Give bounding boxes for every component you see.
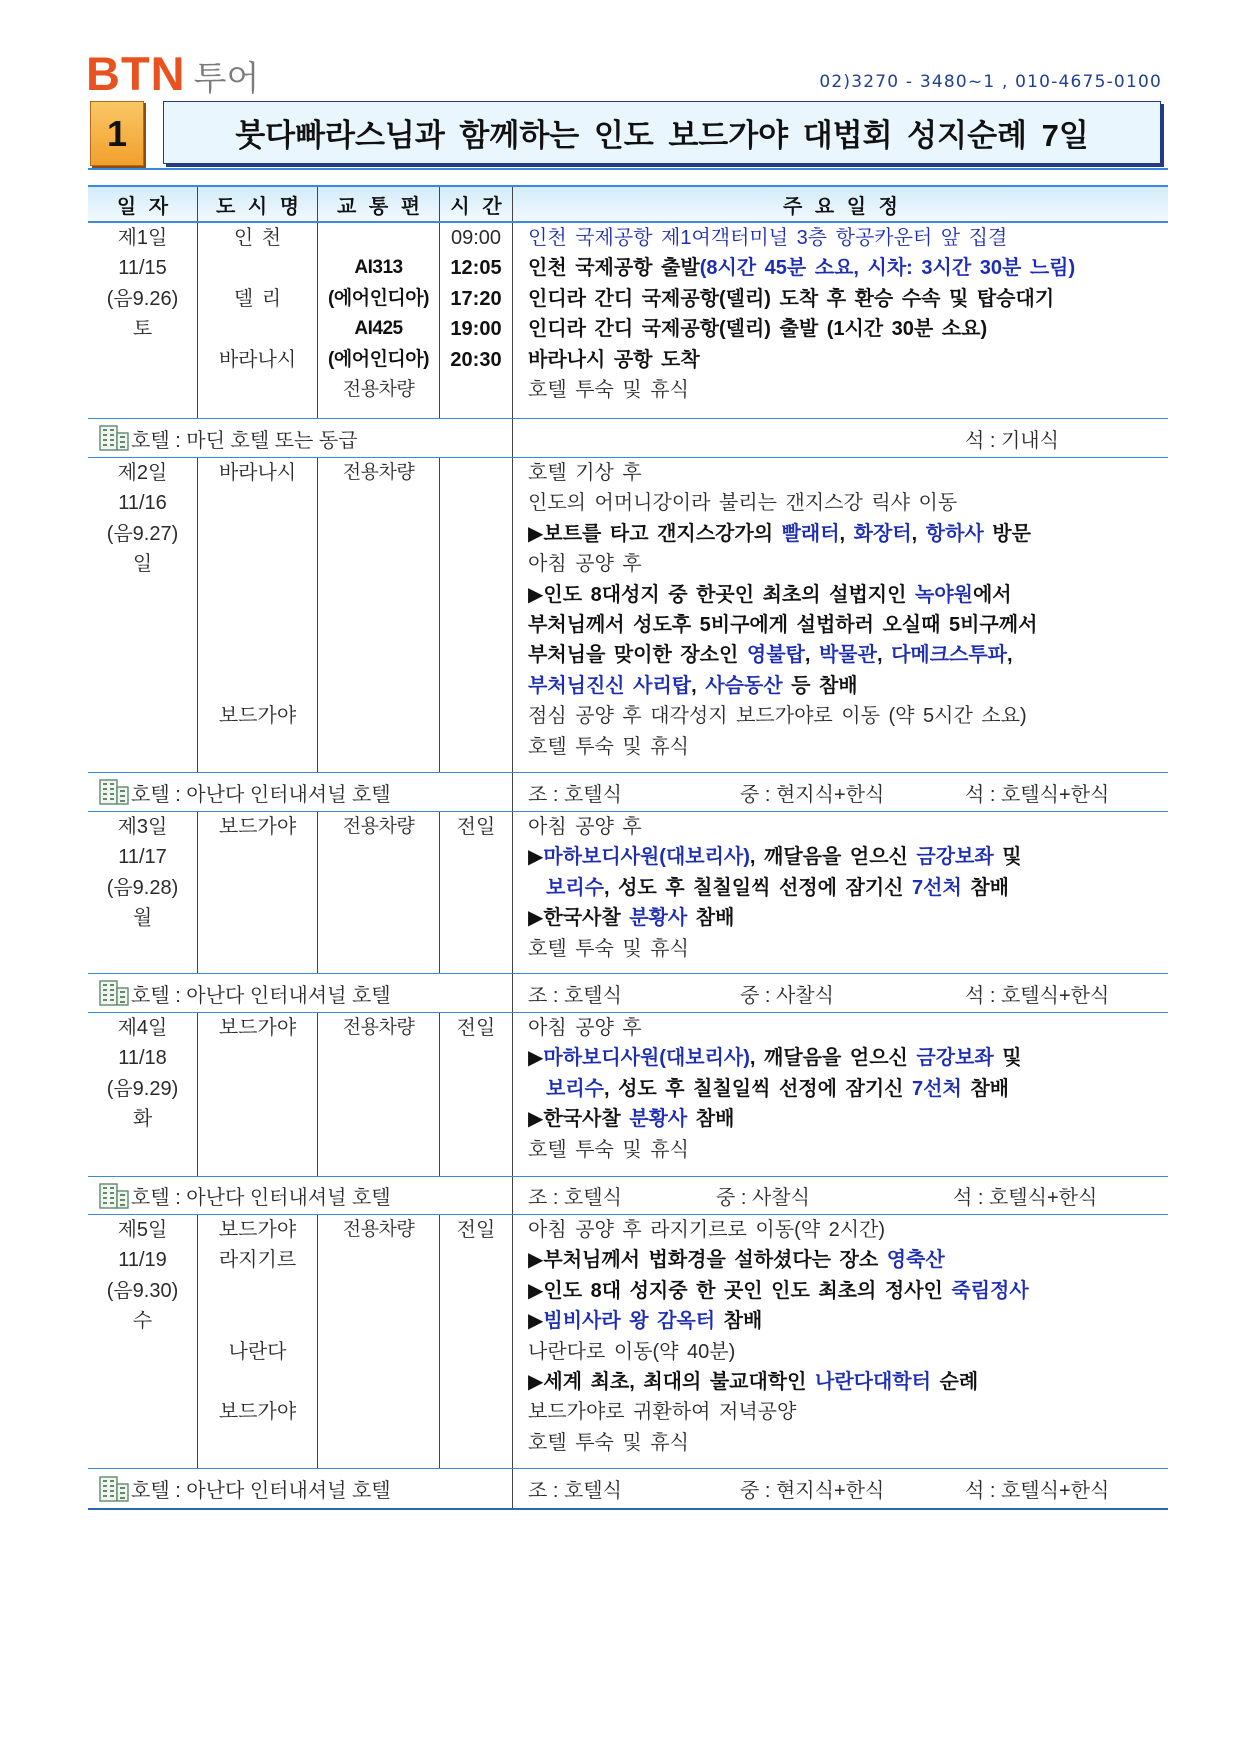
city-cell [197,812,317,973]
schedule-text: 인디라 간디 국제공항(델리) 도착 후 환승 수속 및 탑승대기 [528,287,1055,310]
schedule-text: 아침 공양 후 [528,816,642,838]
time-cell [439,458,512,772]
schedule-line [528,610,1168,640]
schedule-line [528,549,1168,579]
schedule-highlight: 죽림정사 [951,1279,1029,1302]
schedule-line [528,314,1168,344]
schedule-highlight: 박물관 [818,644,877,667]
schedule-line [528,223,1168,253]
schedule-text: 아침 공양 후 라지기르로 이동(약 2시간) [528,1219,886,1241]
schedule-highlight: 영불탑 [746,644,805,667]
date-line: 11/19 [118,1249,167,1272]
transport-line: (에어인디아) [328,348,429,370]
meal-breakfast: 조 : 호텔식 [528,783,622,806]
hotel-cell [88,974,512,1012]
day-row [88,223,1168,419]
schedule-line [528,1337,1168,1367]
schedule-highlight: 분황사 [629,907,688,930]
schedule-text: 호텔 투숙 및 휴식 [528,1431,689,1454]
city-line: 인 천 [233,227,282,249]
schedule-highlight: 녹야원 [914,583,973,606]
schedule-text: 아침 공양 후 [528,553,642,576]
schedule-highlight: 화장터 [853,522,912,545]
schedule-highlight: 마하보디사원(대보리사) [543,846,750,869]
schedule-text: 나란다로 이동(약 40분) [528,1340,736,1363]
day-row [88,1215,1168,1469]
city-line: 라지기르 [218,1249,297,1272]
schedule-line [528,1367,1168,1397]
date-line: 수 [132,1310,153,1333]
day-row [88,1013,1168,1177]
time-line: 12:05 [450,257,502,280]
time-cell [439,223,512,418]
city-line [198,1367,317,1397]
date-line: (음9.29) [106,1077,179,1100]
hotel-row [88,419,1168,458]
schedule-line [528,1306,1168,1336]
date-line: (음9.30) [106,1279,179,1302]
schedule-highlight: 다메크스투파 [891,644,1007,667]
hotel-row [88,1177,1168,1215]
schedule-line [528,842,1168,872]
transport-line: AI313 [354,257,403,279]
schedule-text: 호텔 투숙 및 휴식 [528,735,689,758]
meal-dinner: 석 : 호텔식+한식 [965,984,1110,1007]
schedule-text: ▶ [528,1310,544,1333]
schedule-highlight: (8시간 45분 소요, 시차: 3시간 30분 느림) [699,257,1076,280]
schedule-text: 호텔 투숙 및 휴식 [528,378,689,401]
city-cell [197,1013,317,1176]
city-line: 보드가야 [218,816,297,838]
schedule-line [528,1276,1168,1306]
schedule-highlight: 항하사 [925,522,984,545]
city-line [198,1306,317,1336]
schedule-text: 방문 [983,522,1031,545]
schedule-text: , [876,644,892,667]
hotel-building-icon [99,980,129,1006]
schedule-text: ▶인도 8대 성지중 한 곳인 인도 최초의 정사인 [528,1279,952,1302]
schedule-text: 부처님께서 성도후 5비구에게 설법하러 오실때 5비구께서 [528,613,1038,636]
schedule-text: 인디라 간디 국제공항(델리) 출발 (1시간 30분 소요) [528,318,988,341]
schedule-highlight: 보리수 [546,1077,604,1100]
city-line [198,314,317,344]
transport-cell [317,1013,439,1176]
meal-lunch: 중 : 사찰식 [740,984,834,1007]
schedule-line [528,519,1168,549]
schedule-cell [512,1013,1168,1176]
schedule-highlight: 7선처 [912,1077,962,1100]
schedule-text: ▶ [528,846,544,869]
schedule-text: 호텔 투숙 및 휴식 [528,1138,689,1161]
date-line: 11/18 [118,1047,167,1070]
table-header-row [88,185,1168,223]
city-cell [197,1215,317,1468]
time-cell [439,1215,512,1468]
schedule-cell [512,1215,1168,1468]
schedule-text: ▶보트를 타고 갠지스강가의 [528,522,782,545]
schedule-line [528,253,1168,283]
date-line: 제4일 [117,1017,168,1039]
transport-line: 전용차량 [342,816,415,837]
schedule-text: , 성도 후 칠칠일씩 선정에 잠기신 [603,1077,913,1100]
date-line: (음9.28) [106,876,179,899]
meals-cell [512,419,1168,457]
time-line: 09:00 [450,227,502,249]
date-cell [88,223,197,418]
hotel-cell [88,1469,512,1508]
hotel-label: 호텔 : 아난다 인터내셔널 호텔 [131,783,391,806]
time-line: 전일 [456,816,496,838]
schedule-text: , 깨달음을 얻으신 [749,1047,917,1070]
schedule-line [528,701,1168,731]
meals-cell [512,1469,1168,1508]
meals-cell [512,773,1168,811]
date-line: 11/17 [118,846,167,869]
schedule-line [528,812,1168,842]
date-cell [88,812,197,973]
transport-line: 전용차량 [342,1219,415,1240]
hotel-row [88,1469,1168,1510]
time-line: 전일 [456,1219,496,1241]
meal-breakfast: 조 : 호텔식 [528,1480,622,1502]
city-line: 델 리 [233,287,282,310]
transport-cell [317,223,439,418]
schedule-line [528,873,1168,903]
meal-dinner: 석 : 기내식 [965,429,1059,452]
schedule-line [528,1428,1168,1458]
transport-line: 전용차량 [342,462,415,483]
schedule-text: 에서 [972,583,1012,606]
hotel-building-icon [99,1476,129,1502]
schedule-text: 바라나시 공항 도착 [528,348,700,371]
schedule-text: 참배 [687,1108,735,1131]
schedule-text: , [804,644,819,667]
title-box [163,101,1161,164]
time-cell [439,812,512,973]
schedule-text: ▶한국사찰 [528,1108,630,1131]
city-line [198,253,317,283]
logo-tour: 투어 [193,59,260,99]
schedule-line [528,375,1168,405]
schedule-text: 참배 [961,1077,1009,1100]
city-line: 바라나시 [218,348,297,371]
city-line [198,519,317,549]
transport-cell [317,812,439,973]
schedule-cell [512,458,1168,772]
transport-cell [317,458,439,772]
contact-phone: 02)3270 - 3480~1 , 010-4675-0100 [819,72,1162,92]
date-line: 11/16 [118,492,167,515]
city-line [198,640,317,670]
header-date: 일 자 [116,195,169,218]
schedule-text: 인천 국제공항 출발 [528,257,700,280]
schedule-highlight: 분황사 [629,1108,688,1131]
time-line: 19:00 [450,318,502,341]
schedule-text: 아침 공양 후 [528,1017,642,1039]
schedule-text: , [911,522,926,545]
schedule-line [528,732,1168,762]
schedule-text: ▶한국사찰 [528,907,630,930]
hotel-building-icon [99,425,129,451]
schedule-text: ▶부처님께서 법화경을 설하셨다는 장소 [528,1249,887,1272]
schedule-text: ▶세계 최초, 최대의 불교대학인 [528,1370,816,1393]
city-line: 보드가야 [218,705,297,728]
itinerary-table [88,185,1168,1510]
hotel-cell [88,419,512,457]
schedule-text: 참배 [687,907,735,930]
divider [88,168,1168,170]
date-cell [88,458,197,772]
hotel-building-icon [99,779,129,805]
schedule-cell [512,812,1168,973]
itinerary-body [88,223,1168,1510]
schedule-line [528,458,1168,488]
header-city: 도 시 명 [197,187,317,221]
schedule-text: 보드가야로 귀환하여 저녁공양 [528,1401,797,1424]
schedule-text: ▶인도 8대성지 중 한곳인 최초의 설법지인 [528,583,915,606]
city-line [198,1276,317,1306]
transport-line: AI425 [354,318,403,340]
schedule-text: 및 [993,846,1022,869]
header-transport: 교 통 편 [317,187,439,221]
schedule-text: 등 참배 [782,674,858,697]
city-cell [197,458,317,772]
date-line: 제3일 [117,816,168,838]
schedule-line [528,1104,1168,1134]
schedule-highlight: 빨래터 [781,522,840,545]
date-line: 제2일 [117,462,168,484]
schedule-highlight: 부처님진신 사리탑 [528,674,692,697]
schedule-text: 참배 [715,1310,763,1333]
schedule-cell [512,223,1168,418]
page-title: 붓다빠라스님과 함께하는 인도 보드가야 대법회 성지순례 7일 [235,118,1089,153]
city-line [198,610,317,640]
city-line: 보드가야 [218,1219,297,1241]
schedule-text: 호텔 투숙 및 휴식 [528,937,689,960]
time-line: 17:20 [450,287,502,310]
schedule-text: 점심 공양 후 대각성지 보드가야로 이동 (약 5시간 소요) [528,705,1027,728]
meal-lunch: 중 : 현지식+한식 [740,1480,885,1502]
hotel-cell [88,1177,512,1214]
meal-lunch: 중 : 현지식+한식 [740,783,885,806]
schedule-text: , [691,674,706,697]
schedule-text: ▶ [528,1047,544,1070]
hotel-label: 호텔 : 아난다 인터내셔널 호텔 [131,1187,391,1209]
date-line: 토 [132,318,153,341]
city-line: 바라나시 [218,462,297,484]
city-line [198,488,317,518]
city-cell [197,223,317,418]
header-schedule: 주 요 일 정 [512,187,1168,221]
hotel-label: 호텔 : 아난다 인터내셔널 호텔 [131,984,391,1007]
schedule-line [528,934,1168,964]
hotel-label: 호텔 : 아난다 인터내셔널 호텔 [131,1480,391,1502]
date-cell [88,1215,197,1468]
schedule-highlight: 빔비사라 왕 감옥터 [543,1310,716,1333]
schedule-highlight: 영축산 [886,1249,945,1272]
schedule-line [528,284,1168,314]
schedule-text: 참배 [961,876,1009,899]
date-line: 제5일 [117,1219,168,1241]
meal-dinner: 석 : 호텔식+한식 [953,1187,1098,1209]
schedule-line [528,1074,1168,1104]
schedule-text: 부처님을 맞이한 장소인 [528,644,747,667]
time-line: 전일 [456,1017,496,1039]
meals-cell [512,1177,1168,1214]
hotel-cell [88,773,512,811]
tour-number: 1 [106,112,128,154]
date-line: 화 [132,1108,153,1131]
header-time: 시 간 [439,187,512,221]
schedule-text: 순례 [930,1370,979,1393]
schedule-highlight: 사슴동산 [705,674,783,697]
brand-logo [86,47,260,103]
schedule-text: 호텔 기상 후 [528,462,642,484]
logo-btn: BTN [86,47,186,100]
schedule-line [528,488,1168,518]
schedule-text: , 성도 후 칠칠일씩 선정에 잠기신 [603,876,913,899]
schedule-text: 및 [993,1047,1022,1070]
schedule-line [528,671,1168,701]
date-line: 월 [132,907,153,930]
transport-line [318,223,439,253]
hotel-building-icon [99,1183,129,1209]
date-line: 11/15 [118,257,167,280]
schedule-text: 인도의 어머니강이라 불리는 갠지스강 릭샤 이동 [528,492,958,515]
meal-lunch: 중 : 사찰식 [716,1187,810,1209]
time-cell [439,1013,512,1176]
date-line: 일 [132,553,153,576]
hotel-label: 호텔 : 마딘 호텔 또는 동급 [131,429,358,452]
date-line: (음9.27) [106,522,179,545]
schedule-text: , 깨달음을 얻으신 [749,846,917,869]
meal-dinner: 석 : 호텔식+한식 [965,783,1110,806]
date-line: (음9.26) [106,287,179,310]
hotel-row [88,974,1168,1013]
city-line: 나란다 [228,1340,287,1363]
city-line [198,549,317,579]
transport-line: 전용차량 [342,1017,415,1038]
schedule-line [528,1135,1168,1165]
schedule-highlight: 7선처 [912,876,962,899]
transport-line: 전용차량 [342,378,415,400]
schedule-line [528,1397,1168,1427]
meal-breakfast: 조 : 호텔식 [528,1187,622,1209]
schedule-line [528,345,1168,375]
city-line [198,671,317,701]
city-line [198,580,317,610]
meal-breakfast: 조 : 호텔식 [528,984,622,1007]
schedule-highlight: 나란다대학터 [815,1370,931,1393]
transport-cell [317,1215,439,1468]
schedule-line [528,1043,1168,1073]
schedule-highlight: 마하보디사원(대보리사) [543,1047,750,1070]
tour-number-badge [90,101,144,166]
schedule-line [528,640,1168,670]
transport-line: (에어인디아) [328,287,429,309]
date-line: 제1일 [117,227,168,249]
hotel-row [88,773,1168,812]
meal-dinner: 석 : 호텔식+한식 [965,1480,1110,1502]
schedule-text: , [1006,644,1013,667]
schedule-line [528,1215,1168,1245]
schedule-highlight: 금강보좌 [916,1047,994,1070]
city-line: 보드가야 [218,1401,297,1424]
city-line: 보드가야 [218,1017,297,1039]
date-cell [88,1013,197,1176]
schedule-highlight: 인천 국제공항 제1여객터미널 3층 항공카운터 앞 집결 [528,227,1008,249]
day-row [88,812,1168,974]
time-line: 20:30 [450,348,502,371]
schedule-line [528,1013,1168,1043]
meals-cell [512,974,1168,1012]
schedule-line [528,903,1168,933]
schedule-highlight: 금강보좌 [916,846,994,869]
schedule-line [528,1245,1168,1275]
schedule-line [528,580,1168,610]
schedule-text: , [839,522,854,545]
schedule-highlight: 보리수 [546,876,604,899]
day-row [88,458,1168,773]
